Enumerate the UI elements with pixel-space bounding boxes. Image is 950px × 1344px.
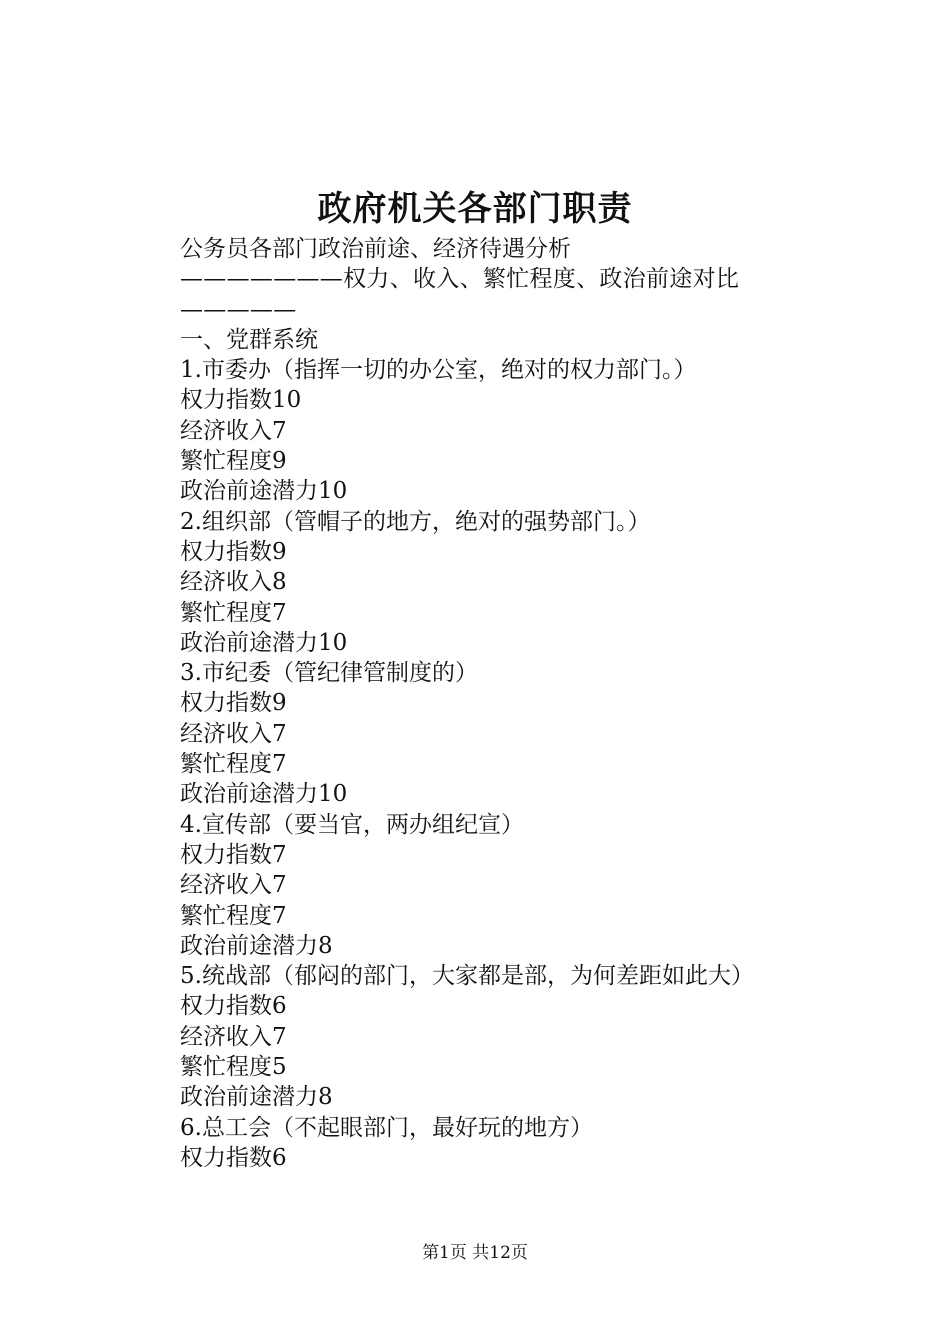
section-heading: 一、党群系统 bbox=[180, 326, 318, 353]
metric-line: 繁忙程度7 bbox=[180, 599, 287, 626]
metric-line: 繁忙程度9 bbox=[180, 448, 287, 475]
comparison-line: ———————权力、收入、繁忙程度、政治前途对比————— bbox=[180, 266, 740, 323]
page-title: 政府机关各部门职责 bbox=[317, 189, 633, 229]
metric-line: 经济收入7 bbox=[180, 872, 287, 899]
department-heading: 2.组织部（管帽子的地方，绝对的强势部门。） bbox=[180, 508, 651, 535]
department-heading: 1.市委办（指挥一切的办公室，绝对的权力部门。） bbox=[180, 357, 697, 384]
metric-line: 权力指数6 bbox=[180, 1144, 287, 1171]
metric-line: 权力指数7 bbox=[180, 841, 287, 868]
metric-line: 经济收入7 bbox=[180, 417, 287, 444]
metric-line: 权力指数6 bbox=[180, 993, 287, 1020]
department-heading: 6.总工会（不起眼部门，最好玩的地方） bbox=[180, 1114, 593, 1141]
metric-line: 经济收入7 bbox=[180, 1023, 287, 1050]
page-number-footer: 第1页 共12页 bbox=[422, 1243, 528, 1263]
metric-line: 权力指数10 bbox=[180, 387, 302, 414]
metric-line: 政治前途潜力10 bbox=[180, 629, 348, 656]
metric-line: 政治前途潜力8 bbox=[180, 932, 333, 959]
metric-line: 政治前途潜力8 bbox=[180, 1084, 333, 1111]
metric-line: 经济收入7 bbox=[180, 720, 287, 747]
metric-line: 政治前途潜力10 bbox=[180, 781, 348, 808]
department-heading: 5.统战部（郁闷的部门，大家都是部，为何差距如此大） bbox=[180, 963, 754, 990]
subtitle-line: 公务员各部门政治前途、经济待遇分析 bbox=[180, 236, 571, 262]
metric-line: 繁忙程度7 bbox=[180, 751, 287, 778]
metric-line: 繁忙程度5 bbox=[180, 1054, 287, 1081]
document-body bbox=[130, 234, 840, 1173]
department-heading: 4.宣传部（要当官，两办组纪宣） bbox=[180, 811, 524, 838]
metric-line: 政治前途潜力10 bbox=[180, 478, 348, 505]
metric-line: 权力指数9 bbox=[180, 690, 287, 717]
department-heading: 3.市纪委（管纪律管制度的） bbox=[180, 660, 478, 687]
metric-line: 权力指数9 bbox=[180, 538, 287, 565]
metric-line: 繁忙程度7 bbox=[180, 902, 287, 929]
metric-line: 经济收入8 bbox=[180, 569, 287, 596]
